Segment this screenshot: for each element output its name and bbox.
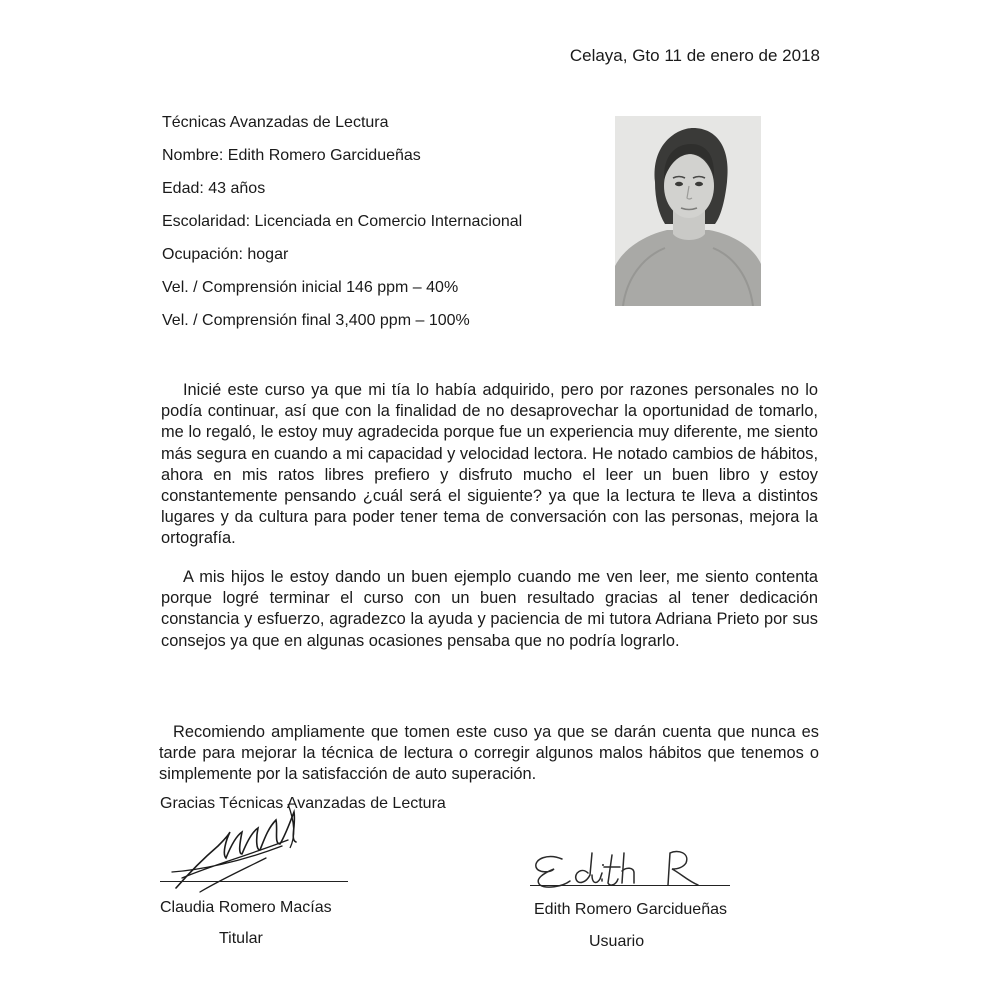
student-education: Escolaridad: Licenciada en Comercio Internacional: [162, 213, 523, 230]
portrait-illustration: [615, 116, 761, 306]
student-occupation: Ocupación: hogar: [162, 246, 289, 263]
titular-name: Claudia Romero Macías: [160, 899, 332, 916]
usuario-name: Edith Romero Garcidueñas: [534, 901, 727, 918]
initial-speed-comprehension: Vel. / Comprensión inicial 146 ppm – 40%: [162, 279, 459, 296]
body-paragraph-2: A mis hijos le estoy dando un buen ejemplo cuando me ven leer, me siento contenta porque logré terminar el curso con un buen resultado gracias al tener dedicación constancia y esfuerzo, agradezco la ayuda y paciencia de mi tutora Adriana Prieto por sus consejos ya que en algunas ocasiones pensaba que no podría lograrlo.: [161, 568, 818, 650]
titular-role: Titular: [219, 930, 263, 947]
signature-line-usuario: [530, 885, 730, 886]
course-title: Técnicas Avanzadas de Lectura: [162, 114, 389, 131]
student-name: Nombre: Edith Romero Garcidueñas: [162, 147, 421, 164]
body-paragraph-1: Inicié este curso ya que mi tía lo había adquirido, pero por razones personales no lo podía continuar, así que con la finalidad de no desaprovechar la oportunidad de tomarlo, me lo regaló, le estoy muy agradecida porque fue un experiencia muy diferente, me siento más segura en cuando a mi capacidad y velocidad lectora. He notado cambios de hábitos, ahora en mis ratos libres prefiero y disfruto mucho el leer un buen libro y estoy constantemente pensando ¿cuál será el siguiente? ya que la lectura te lleva a distintos lugares y da cultura para poder tener tema de conversación con las personas, mejora la ortografía.: [161, 381, 818, 548]
date-line: Celaya, Gto 11 de enero de 2018: [569, 46, 820, 65]
body-paragraph-3: Recomiendo ampliamente que tomen este cuso ya que se darán cuenta que nunca es tarde para mejorar la técnica de lectura o corregir algunos malos hábitos que tenemos o simplemente por la satisfacción de auto superación.: [159, 723, 819, 784]
student-portrait-photo: [615, 116, 761, 306]
closing-thanks: Gracias Técnicas Avanzadas de Lectura: [160, 795, 446, 812]
student-age: Edad: 43 años: [162, 180, 266, 197]
student-info-block: [162, 112, 602, 343]
usuario-role: Usuario: [589, 933, 645, 950]
final-speed-comprehension: Vel. / Comprensión final 3,400 ppm – 100%: [162, 312, 470, 329]
signature-line-titular: [160, 881, 348, 882]
signature-edith-r: [528, 845, 728, 890]
